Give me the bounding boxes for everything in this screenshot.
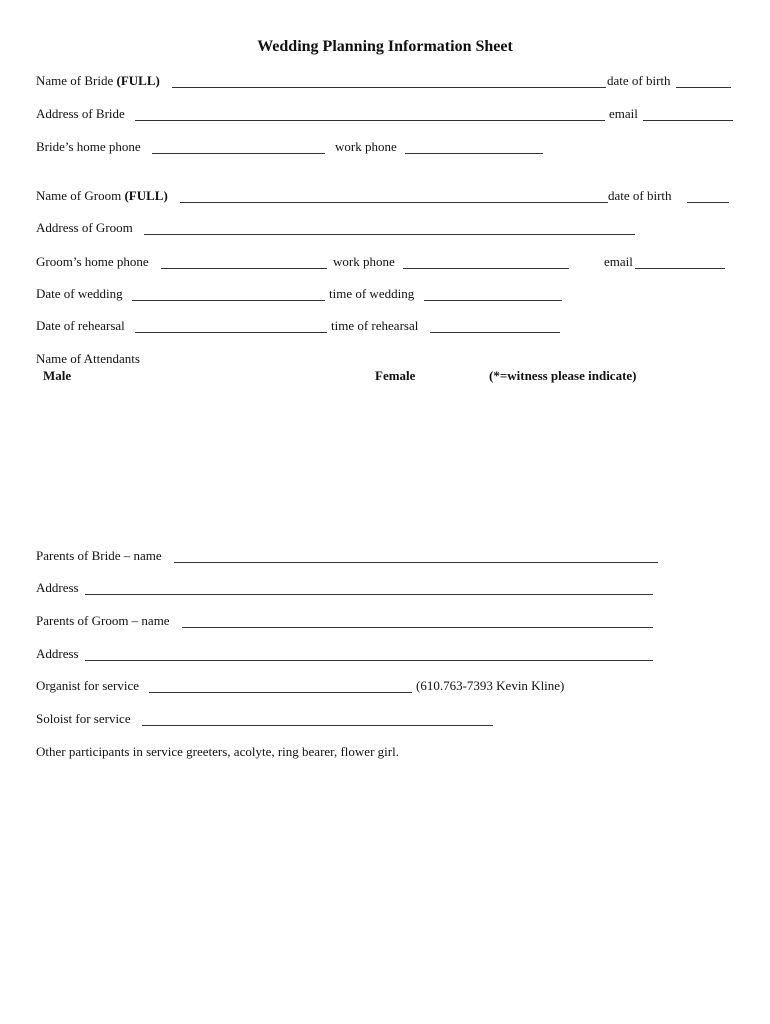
soloist-label: Soloist for service bbox=[36, 711, 131, 726]
organist-contact: (610.763-7393 Kevin Kline) bbox=[416, 678, 565, 693]
groom-home-phone-label: Groom’s home phone bbox=[36, 254, 149, 269]
bride-address-label: Address of Bride bbox=[36, 106, 125, 121]
parents-bride-address-label: Address bbox=[36, 580, 79, 595]
bride-home-phone-label: Bride’s home phone bbox=[36, 139, 141, 154]
groom-name-label bbox=[36, 188, 168, 204]
bride-home-phone-field[interactable] bbox=[152, 153, 325, 154]
rehearsal-time-field[interactable] bbox=[430, 332, 560, 333]
parents-bride-field[interactable] bbox=[174, 562, 658, 563]
organist-label: Organist for service bbox=[36, 678, 140, 693]
wedding-time-field[interactable] bbox=[424, 300, 562, 301]
wedding-time-label: time of wedding bbox=[329, 286, 415, 301]
bride-work-phone-field[interactable] bbox=[405, 153, 543, 154]
bride-name-label bbox=[36, 73, 160, 89]
organist-field[interactable] bbox=[149, 692, 412, 693]
bride-email-label: email bbox=[609, 106, 638, 121]
rehearsal-date-label: Date of rehearsal bbox=[36, 318, 125, 333]
bride-name-text: Name of Bride bbox=[36, 73, 117, 88]
rehearsal-date-field[interactable] bbox=[135, 332, 327, 333]
groom-name-full: (FULL) bbox=[124, 188, 168, 203]
parents-groom-label: Parents of Groom – name bbox=[36, 613, 170, 628]
bride-address-field[interactable] bbox=[135, 120, 605, 121]
wedding-date-field[interactable] bbox=[132, 300, 325, 301]
bride-dob-field[interactable] bbox=[676, 87, 731, 88]
bride-email-field[interactable] bbox=[643, 120, 733, 121]
bride-name-full: (FULL) bbox=[116, 73, 160, 88]
attendants-female-header: Female bbox=[375, 368, 416, 383]
groom-dob-label: date of birth bbox=[608, 188, 672, 203]
bride-dob-label: date of birth bbox=[607, 73, 671, 88]
bride-name-field[interactable] bbox=[172, 87, 606, 88]
groom-name-text: Name of Groom bbox=[36, 188, 125, 203]
groom-dob-field[interactable] bbox=[687, 202, 729, 203]
wedding-date-label: Date of wedding bbox=[36, 286, 123, 301]
soloist-field[interactable] bbox=[142, 725, 493, 726]
attendants-label: Name of Attendants bbox=[36, 351, 140, 366]
groom-home-phone-field[interactable] bbox=[161, 268, 327, 269]
parents-groom-address-label: Address bbox=[36, 646, 79, 661]
attendants-male-header: Male bbox=[43, 368, 72, 383]
parents-bride-label: Parents of Bride – name bbox=[36, 548, 162, 563]
groom-address-field[interactable] bbox=[144, 234, 635, 235]
groom-work-phone-field[interactable] bbox=[403, 268, 569, 269]
rehearsal-time-label: time of rehearsal bbox=[331, 318, 419, 333]
groom-email-label: email bbox=[604, 254, 633, 269]
groom-work-phone-label: work phone bbox=[333, 254, 395, 269]
bride-work-phone-label: work phone bbox=[335, 139, 397, 154]
parents-groom-field[interactable] bbox=[182, 627, 653, 628]
attendants-witness-note: (*=witness please indicate) bbox=[489, 368, 637, 383]
page-title: Wedding Planning Information Sheet bbox=[257, 38, 513, 55]
groom-name-field[interactable] bbox=[180, 202, 608, 203]
groom-email-field[interactable] bbox=[635, 268, 725, 269]
other-participants-label: Other participants in service greeters, acolyte, ring bearer, flower girl. bbox=[36, 744, 399, 759]
parents-bride-address-field[interactable] bbox=[85, 594, 653, 595]
parents-groom-address-field[interactable] bbox=[85, 660, 653, 661]
groom-address-label: Address of Groom bbox=[36, 220, 133, 235]
